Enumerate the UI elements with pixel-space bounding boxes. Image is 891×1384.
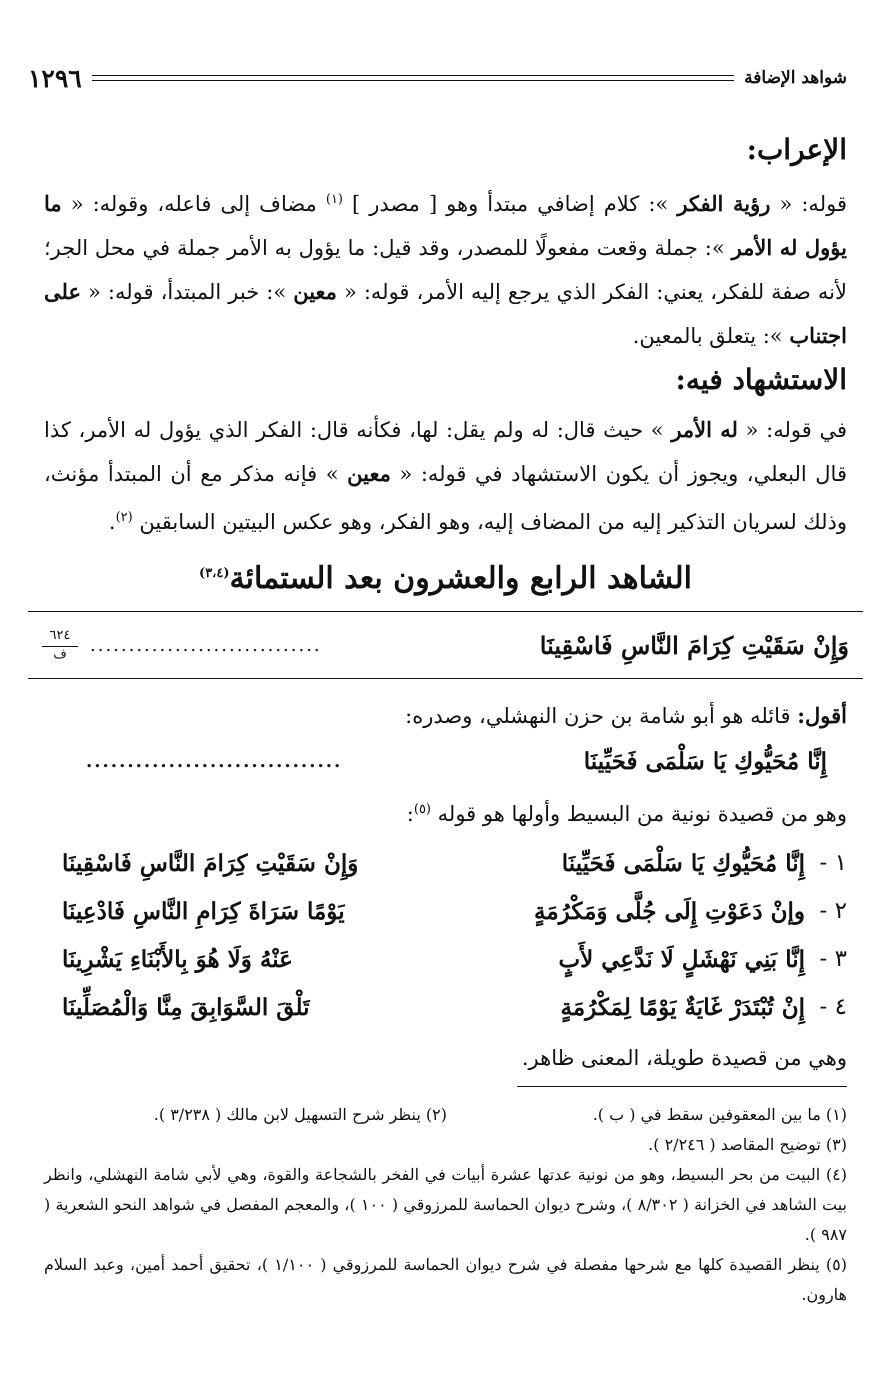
poem-intro (44, 789, 847, 835)
poem-intro-note: (٥) (413, 802, 431, 817)
text-run: »: جملة وقعت مفعولًا للمصدر، وقد قيل: ما يؤول به الأمر جملة في محل الجر؛ لأنه صفة للفكر، يعني: الفكر الذي يرجع إليه الأمر، قوله: « (44, 236, 848, 304)
footnote-marker: (١) (325, 192, 343, 207)
quoted-term: له الأمر (671, 417, 738, 442)
witness-verse: وَإِنْ سَقَيْتِ كِرَامَ النَّاسِ فَاسْقِينَا (539, 630, 849, 660)
footnote-3: (٣) توضيح المقاصد ( ٢/٢٤٦ ). (648, 1135, 847, 1154)
text-run: » فإنه مذكر مع أن المبتدأ مؤنث، وذلك لسريان التذكير إليه من المضاف إليه، وهو الفكر، وهو عكس البيتين السابقين (44, 462, 847, 534)
verse-dots: .............................. (90, 634, 322, 656)
poem-line (44, 887, 847, 935)
text-run: »: يتعلق بالمعين. (632, 324, 790, 348)
main-content (44, 128, 847, 1079)
poem-line-number: ١ - (819, 850, 847, 876)
witness-title-text: الشاهد الرابع والعشرون بعد الستمائة (229, 561, 692, 596)
text-run: في قوله: « (737, 418, 847, 442)
footnote-4: (٤) البيت من بحر البسيط، وهو من نونية عدتها عشرة أبيات في الفخر بالشجاعة والقوة، وهي لأبي شامة النهشلي، وانظر بيت الشاهد في الخزانة ( ٨/٣٠٢ )، وشرح ديوان الحماسة للمرزوقي ( ١٠٠ )، والمعجم المفصل في شواهد النحو الشعرية ( ٩٨٧ ). (44, 1165, 847, 1244)
footnote-row (44, 1100, 847, 1130)
witness-title-note: (٣،٤) (199, 566, 230, 581)
commentary (44, 695, 847, 737)
footnote-marker: (٢) (115, 510, 133, 525)
running-title: شواهد الإضافة (744, 68, 847, 88)
text-run: » حيث قال: له ولم يقل: لها، فكأنه قال: الفكر الذي يؤول له الأمر، كذا قال البعلي، ويجوز أن يكون الاستشهاد في قوله: « (44, 418, 847, 486)
parsing-paragraph (44, 178, 847, 358)
text-run: مضاف إلى فاعله، وقوله: « (61, 192, 326, 216)
footnotes (44, 1100, 847, 1310)
poem-intro-end: : (406, 802, 414, 826)
commentary-lead: أقول: (797, 703, 847, 728)
page-number: ١٢٩٦ (28, 63, 82, 93)
text-run: قوله: « (770, 192, 847, 216)
poem-first-half: وإنْ دَعَوْتِ إِلَى جُلَّى وَمَكْرُمَةٍ (534, 897, 805, 925)
quoted-term: معين (347, 461, 391, 486)
quoted-term: ما يؤول له الأمر (44, 191, 847, 260)
footnote-1: (١) ما بين المعقوفين سقط في ( ب ). (592, 1105, 847, 1124)
commentary-text: قائله هو أبو شامة بن حزن النهشلي، وصدره: (405, 704, 798, 728)
poem-line (44, 935, 847, 983)
text-run: »: خبر المبتدأ، قوله: « (81, 280, 294, 304)
first-hemistich-text: إِنَّا مُحَيُّوكِ يَا سَلْمَى فَحَيِّينَا (583, 747, 827, 775)
citation-paragraph (44, 408, 847, 544)
text-run: . (108, 510, 116, 534)
quoted-term: معين (293, 279, 337, 304)
footnote-5: (٥) ينظر القصيدة كلها مع شرحها مفصلة في شرح ديوان الحماسة للمرزوقي ( ١/١٠٠ )، تحقيق أحمد أمين، وعبد السلام هارون. (44, 1255, 848, 1304)
poem-first-half: إِنْ تُبْتَدَرْ غَايَةٌ يَوْمًا لِمَكْرُمَةٍ (560, 993, 805, 1021)
section-heading-parsing: الإعراب: (746, 133, 847, 166)
section-heading-citation: الاستشهاد فيه: (675, 363, 847, 396)
verse-reference-number: ٦٢٤ (42, 628, 78, 647)
running-header (28, 58, 847, 98)
quoted-term: على اجتناب (44, 279, 847, 348)
verse-reference-letter: ف (53, 646, 67, 662)
footnote-rule (517, 1086, 847, 1087)
witness-verse-box (28, 611, 863, 679)
poem-first-half: إِنَّا مُحَيُّوكِ يَا سَلْمَى فَحَيِّينَا (561, 849, 805, 877)
closing-text: وهي من قصيدة طويلة، المعنى ظاهر. (521, 1046, 847, 1070)
poem-line-number: ٤ - (819, 994, 847, 1020)
first-hemistich (44, 737, 847, 785)
poem-line-number: ٢ - (819, 898, 847, 924)
poem-second-half: يَوْمًا سَرَاةَ كِرَامِ النَّاسِ فَادْعِينَا (62, 897, 345, 925)
poem-second-half: عَنْهُ وَلَا هُوَ بِالأَبْنَاءِ يَشْرِينَا (62, 945, 293, 973)
poem-first-half: إِنَّا بَنِي نَهْشَلٍ لَا نَدَّعِي لأَبٍ (558, 945, 805, 973)
verse-reference (42, 628, 78, 663)
poem-intro-text: وهو من قصيدة نونية من البسيط وأولها هو قوله (431, 802, 847, 826)
poem-second-half: تَلْقَ السَّوَابِقَ مِنَّا وَالْمُصَلِّينَا (62, 993, 310, 1021)
poem-second-half: وَإِنْ سَقَيْتِ كِرَامَ النَّاسِ فَاسْقِينَا (62, 849, 359, 877)
first-hemistich-dots: ............................... (86, 750, 343, 772)
header-rule (92, 75, 734, 81)
quoted-term: رؤية الفكر (677, 191, 771, 216)
poem-line-number: ٣ - (819, 946, 847, 972)
poem-line (44, 839, 847, 887)
footnote-2: (٢) ينظر شرح التسهيل لابن مالك ( ٣/٢٣٨ ). (153, 1105, 447, 1124)
witness-title (44, 546, 847, 607)
text-run: »: كلام إضافي مبتدأ وهو [ مصدر ] (343, 192, 678, 216)
poem-line (44, 983, 847, 1031)
poem (44, 839, 847, 1031)
